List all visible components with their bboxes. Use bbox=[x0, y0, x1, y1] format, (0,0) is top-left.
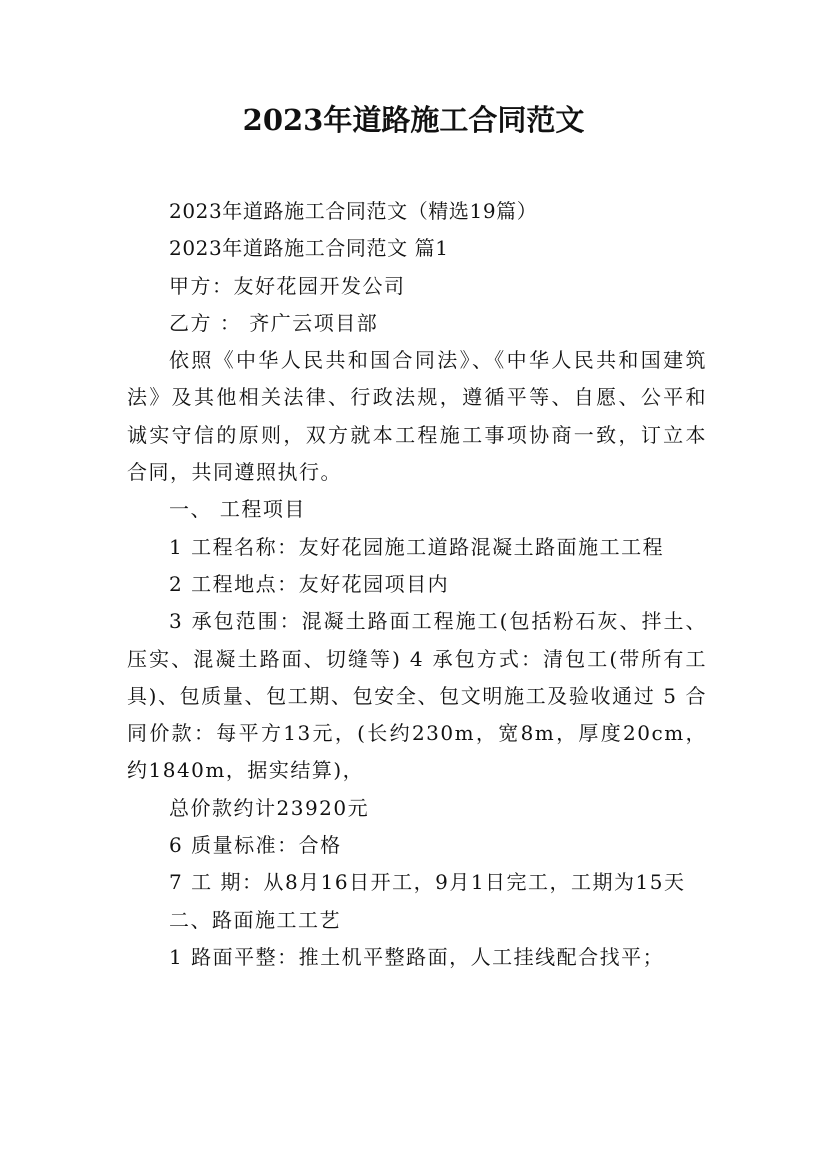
paragraph-subtitle: 2023年道路施工合同范文（精选19篇） bbox=[169, 199, 538, 223]
paragraph-total-price: 总价款约计23920元 bbox=[169, 795, 370, 820]
paragraph-project-location: 2 工程地点：友好花园项目内 bbox=[169, 571, 450, 596]
paragraph-road-leveling: 1 路面平整：推土机平整路面，人工挂线配合找平； bbox=[169, 944, 665, 969]
paragraph-preamble: 依照《中华人民共和国合同法》、《中华人民共和国建筑法》及其他相关法律、行政法规，遵循平等、自愿、公平和诚实守信的原则，双方就本工程施工事项协商一致，订立本合同，共同遵照执行。 bbox=[127, 348, 707, 485]
paragraph-party-a: 甲方：友好花园开发公司 bbox=[169, 273, 406, 298]
paragraph-section-process: 二、路面施工工艺 bbox=[169, 907, 341, 932]
document-title: 2023年道路施工合同范文 bbox=[242, 103, 585, 137]
paragraph-schedule: 7 工 期：从8月16日开工，9月1日完工，工期为15天 bbox=[169, 870, 686, 895]
document-body bbox=[127, 193, 707, 976]
paragraph-contract-scope: 3 承包范围：混凝土路面工程施工(包括粉石灰、拌土、压实、混凝土路面、切缝等) 4 承包方式：清包工(带所有工具)、包质量、包工期、包安全、包文明施工及验收通过 5 合同价款：每平方13元，(长约230m，宽8m，厚度20cm，约1840m，据实结算)， bbox=[127, 609, 707, 783]
paragraph-chapter-heading: 2023年道路施工合同范文 篇1 bbox=[169, 236, 449, 261]
paragraph-quality-standard: 6 质量标准：合格 bbox=[169, 833, 342, 858]
paragraph-party-b: 乙方 ： 齐广云项目部 bbox=[169, 310, 379, 335]
paragraph-project-name: 1 工程名称：友好花园施工道路混凝土路面施工工程 bbox=[169, 534, 665, 559]
paragraph-section-project: 一、 工程项目 bbox=[169, 497, 306, 522]
